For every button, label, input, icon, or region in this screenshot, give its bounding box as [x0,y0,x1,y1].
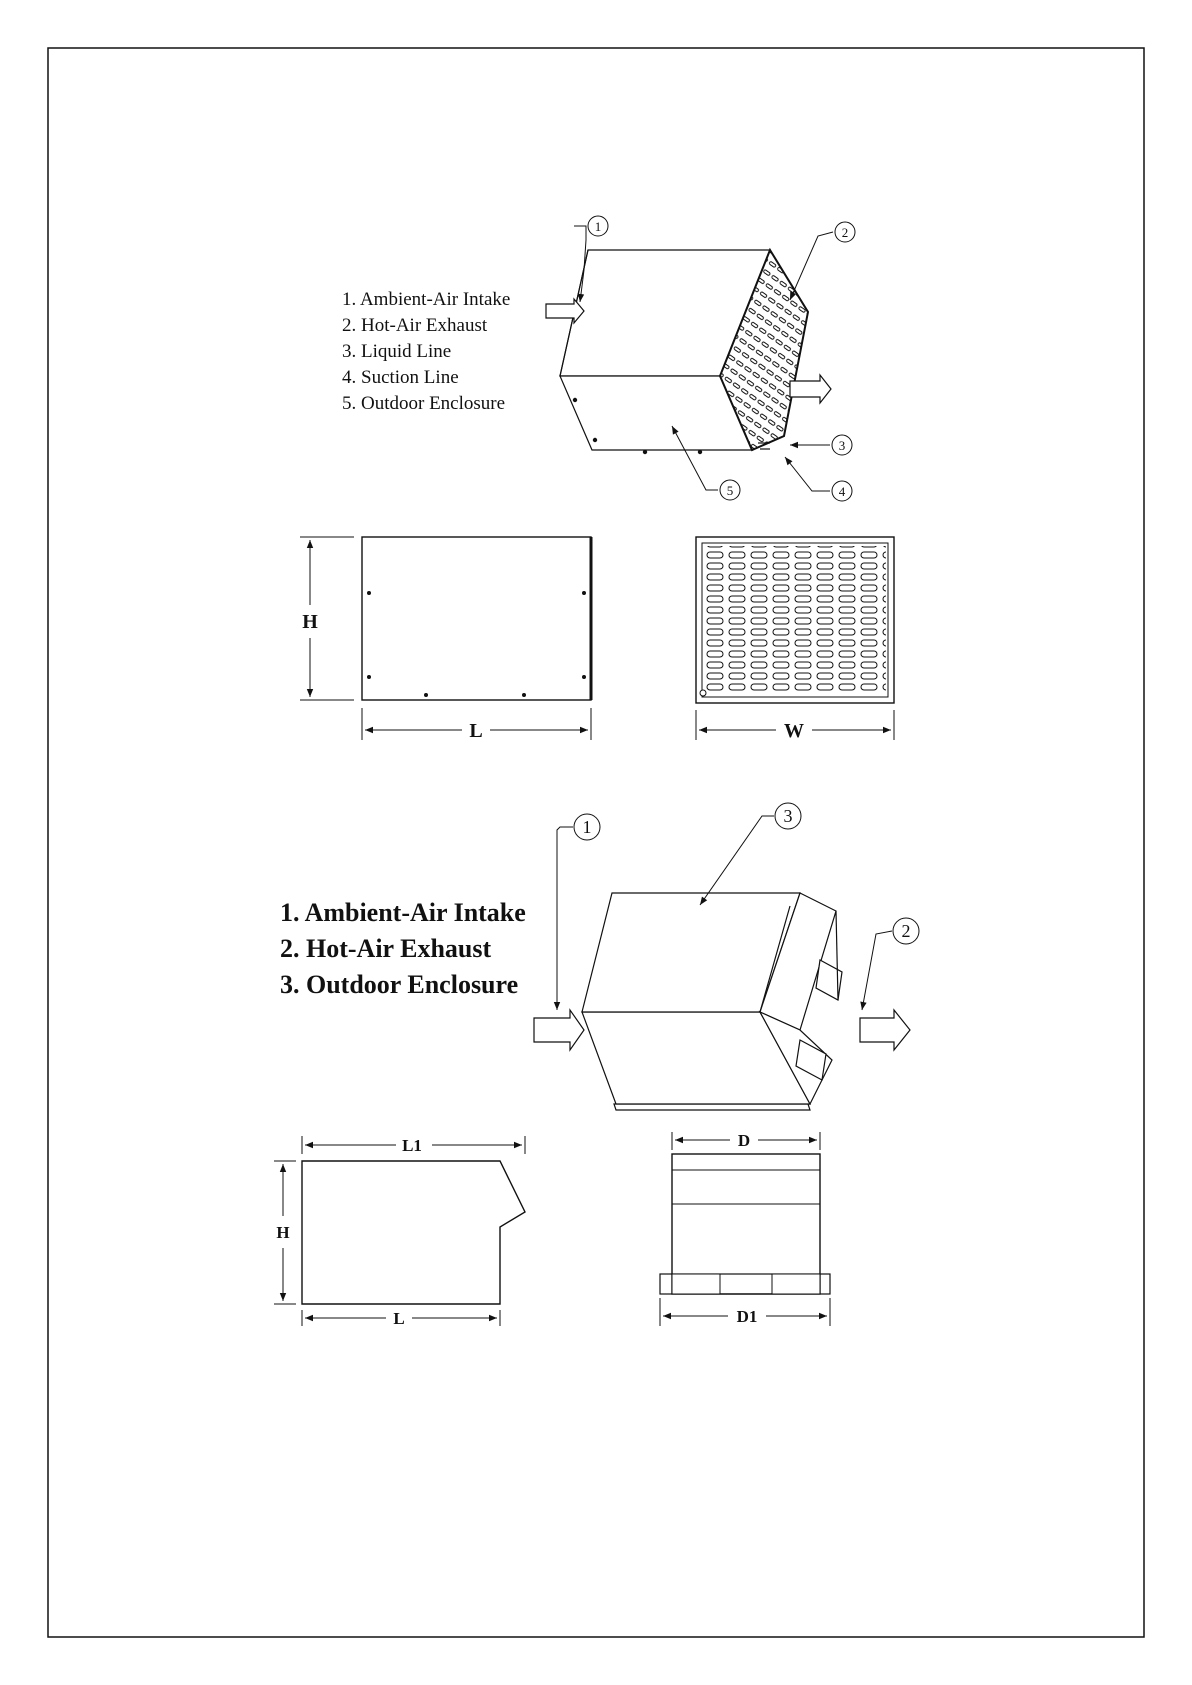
dimension-label-H: H [302,611,318,633]
intake-arrow-2 [534,1010,584,1050]
legend-item: 3. Liquid Line [342,341,452,362]
dimension-label-D1: D1 [736,1307,758,1326]
figure-2-legend [280,898,526,999]
dimension-label-L2: L [393,1309,405,1328]
end-view-grille [696,537,894,740]
callout-number: 4 [838,484,846,499]
callout-number: 3 [783,806,793,826]
exhaust-arrow-2 [860,1010,910,1050]
dimension-label-L: L [469,720,483,742]
side-view-2 [274,1136,525,1326]
figure-2 [274,803,919,1328]
legend-item: 5. Outdoor Enclosure [342,393,506,414]
callout-number: 2 [841,225,849,240]
callout-number: 3 [838,438,846,453]
callout-number: 1 [594,219,602,234]
side-view [300,537,591,740]
legend-item: 1. Ambient-Air Intake [342,289,511,310]
callout-number: 2 [901,921,911,941]
legend-item: 2. Hot-Air Exhaust [342,315,488,336]
legend-item: 1. Ambient-Air Intake [280,898,526,927]
end-view-2 [660,1132,830,1326]
legend-item: 4. Suction Line [342,367,459,388]
iso-condenser-unit [560,250,808,454]
legend-item: 3. Outdoor Enclosure [280,970,519,999]
dimension-label-D: D [737,1131,751,1150]
legend-item: 2. Hot-Air Exhaust [280,934,492,963]
iso-condenser-unit-2 [582,893,842,1110]
figure-1 [300,216,894,742]
figure-1-legend [342,289,510,414]
callout-number: 5 [726,483,734,498]
dimension-label-H2: H [276,1223,290,1242]
dimension-label-W: W [784,720,804,742]
callout-number: 1 [582,817,592,837]
dimension-label-L1: L1 [402,1136,422,1155]
exhaust-arrow [790,375,831,403]
